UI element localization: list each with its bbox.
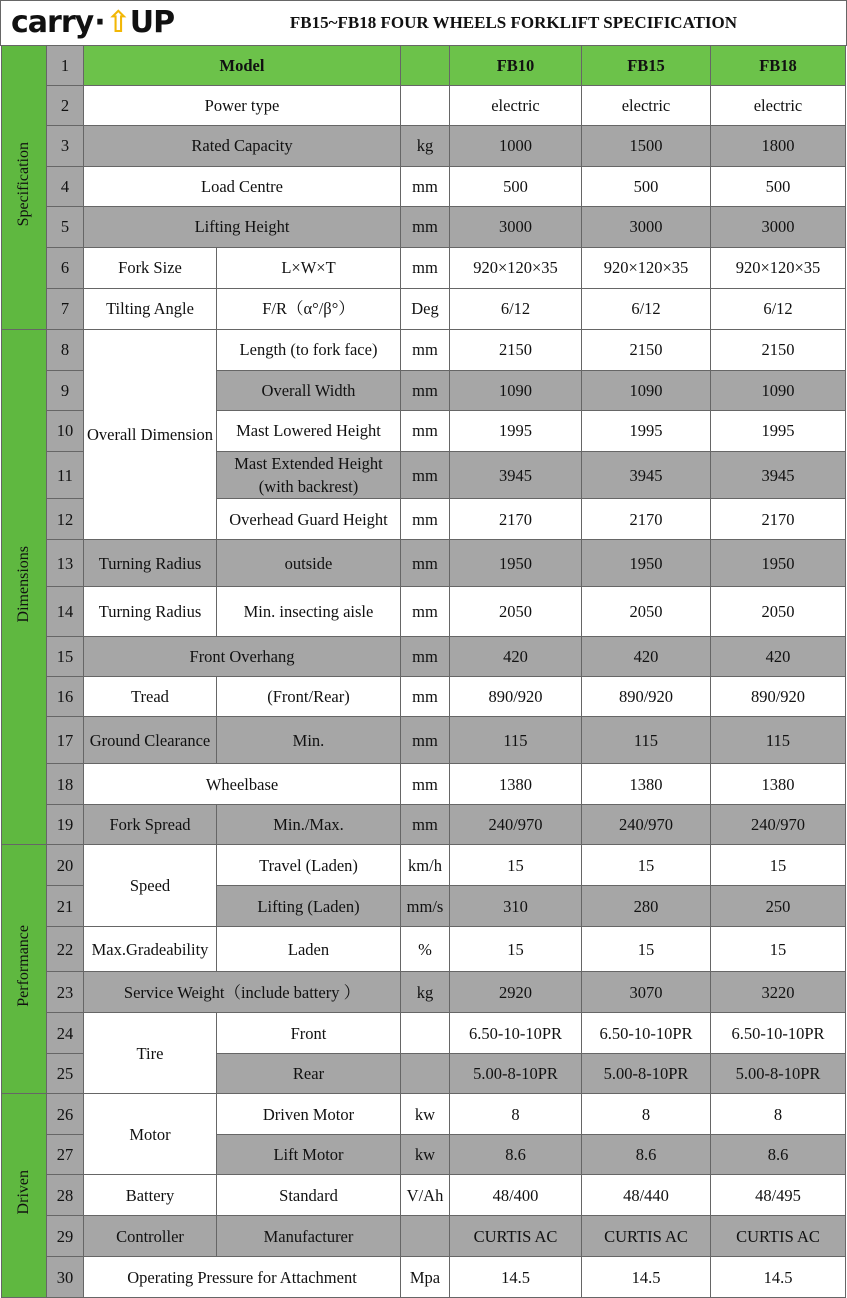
value-fb10: 2920 — [450, 972, 582, 1013]
value-fb18: 1800 — [711, 126, 846, 167]
table-row — [2, 1175, 846, 1216]
unit-cell: mm — [401, 207, 450, 248]
value-fb18: 2050 — [711, 587, 846, 637]
row-number: 5 — [47, 207, 84, 248]
value-fb10: 115 — [450, 717, 582, 764]
section-label-text: Dimensions — [14, 545, 32, 623]
value-fb10: 15 — [450, 927, 582, 972]
value-fb10: 890/920 — [450, 677, 582, 717]
parameter-condition: F/R（α°/β°） — [217, 289, 401, 330]
value-fb15: 2050 — [582, 587, 711, 637]
value-fb10: 1000 — [450, 126, 582, 167]
parameter-condition: Manufacturer — [217, 1216, 401, 1257]
parameter-condition: Overhead Guard Height — [217, 499, 401, 540]
parameter-label: Tilting Angle — [84, 289, 217, 330]
table-row — [2, 289, 846, 330]
value-fb18: 1090 — [711, 371, 846, 411]
row-number: 11 — [47, 452, 84, 499]
parameter-label: Wheelbase — [84, 764, 401, 805]
value-fb18: 48/495 — [711, 1175, 846, 1216]
value-fb15: 1950 — [582, 540, 711, 587]
value-fb15: 8 — [582, 1094, 711, 1135]
value-fb18: 6/12 — [711, 289, 846, 330]
value-fb10: 240/970 — [450, 805, 582, 845]
section-label-text: Driven — [14, 1170, 32, 1215]
unit-cell: mm — [401, 805, 450, 845]
value-fb10: 3945 — [450, 452, 582, 499]
table-row — [2, 1013, 846, 1054]
table-row — [2, 1216, 846, 1257]
value-fb15: 5.00-8-10PR — [582, 1054, 711, 1094]
section-label-performance — [2, 845, 47, 1094]
row-number: 10 — [47, 411, 84, 452]
value-fb10: CURTIS AC — [450, 1216, 582, 1257]
value-fb18: 15 — [711, 927, 846, 972]
unit-cell: km/h — [401, 845, 450, 886]
row-number: 30 — [47, 1257, 84, 1298]
table-row — [2, 46, 846, 86]
row-number: 3 — [47, 126, 84, 167]
row-number: 18 — [47, 764, 84, 805]
table-row — [2, 330, 846, 371]
value-fb15: 890/920 — [582, 677, 711, 717]
value-fb15: 1380 — [582, 764, 711, 805]
value-fb10: 48/400 — [450, 1175, 582, 1216]
table-row — [2, 207, 846, 248]
parameter-label: Turning Radius — [84, 540, 217, 587]
value-fb10: 6.50-10-10PR — [450, 1013, 582, 1054]
value-fb15: 15 — [582, 927, 711, 972]
section-label-specification — [2, 46, 47, 330]
parameter-label: Front Overhang — [84, 637, 401, 677]
unit-cell: mm — [401, 371, 450, 411]
table-row — [2, 248, 846, 289]
spec-table — [1, 45, 846, 1298]
table-row — [2, 764, 846, 805]
parameter-label: Fork Spread — [84, 805, 217, 845]
value-fb18: 920×120×35 — [711, 248, 846, 289]
parameter-label: Power type — [84, 86, 401, 126]
section-label-driven — [2, 1094, 47, 1298]
table-row — [2, 86, 846, 126]
value-fb15: 15 — [582, 845, 711, 886]
parameter-label: Overall Dimension — [84, 330, 217, 540]
unit-cell: Deg — [401, 289, 450, 330]
parameter-condition: Overall Width — [217, 371, 401, 411]
unit-cell: V/Ah — [401, 1175, 450, 1216]
value-fb15: 1995 — [582, 411, 711, 452]
unit-cell: mm — [401, 637, 450, 677]
unit-cell: Mpa — [401, 1257, 450, 1298]
header — [0, 0, 847, 46]
table-row — [2, 972, 846, 1013]
parameter-condition: Mast Extended Height (with backrest) — [217, 452, 401, 499]
parameter-condition: Min./Max. — [217, 805, 401, 845]
unit-cell — [401, 1216, 450, 1257]
parameter-label: Operating Pressure for Attachment — [84, 1257, 401, 1298]
value-fb15: 3070 — [582, 972, 711, 1013]
parameter-label: Max.Gradeability — [84, 927, 217, 972]
value-fb18: 1950 — [711, 540, 846, 587]
value-fb18: 3945 — [711, 452, 846, 499]
parameter-label: Service Weight（include battery ） — [84, 972, 401, 1013]
unit-cell: kg — [401, 972, 450, 1013]
value-fb18: 500 — [711, 167, 846, 207]
parameter-label: Speed — [84, 845, 217, 927]
value-fb18: 890/920 — [711, 677, 846, 717]
value-fb18: 8 — [711, 1094, 846, 1135]
unit-cell — [401, 1054, 450, 1094]
row-number: 20 — [47, 845, 84, 886]
parameter-condition: Mast Lowered Height — [217, 411, 401, 452]
table-row — [2, 1094, 846, 1135]
value-fb18: 2150 — [711, 330, 846, 371]
value-fb18: 8.6 — [711, 1135, 846, 1175]
parameter-condition: outside — [217, 540, 401, 587]
row-number: 28 — [47, 1175, 84, 1216]
parameter-label: Ground Clearance — [84, 717, 217, 764]
value-fb18: 420 — [711, 637, 846, 677]
row-number: 2 — [47, 86, 84, 126]
value-fb18: 240/970 — [711, 805, 846, 845]
value-fb10: 14.5 — [450, 1257, 582, 1298]
value-fb15: 1090 — [582, 371, 711, 411]
unit-cell: mm — [401, 587, 450, 637]
value-fb15: 6/12 — [582, 289, 711, 330]
value-fb18: FB18 — [711, 46, 846, 86]
value-fb15: electric — [582, 86, 711, 126]
parameter-condition: Lifting (Laden) — [217, 886, 401, 927]
table-row — [2, 540, 846, 587]
section-label-text: Performance — [14, 925, 32, 1007]
row-number: 7 — [47, 289, 84, 330]
value-fb18: 3000 — [711, 207, 846, 248]
value-fb10: 8.6 — [450, 1135, 582, 1175]
value-fb10: 3000 — [450, 207, 582, 248]
row-number: 12 — [47, 499, 84, 540]
value-fb10: 1090 — [450, 371, 582, 411]
row-number: 4 — [47, 167, 84, 207]
row-number: 9 — [47, 371, 84, 411]
value-fb15: 48/440 — [582, 1175, 711, 1216]
value-fb10: FB10 — [450, 46, 582, 86]
unit-cell: mm — [401, 540, 450, 587]
table-row — [2, 805, 846, 845]
row-number: 8 — [47, 330, 84, 371]
row-number: 13 — [47, 540, 84, 587]
value-fb18: 3220 — [711, 972, 846, 1013]
value-fb10: electric — [450, 86, 582, 126]
parameter-label: Lifting Height — [84, 207, 401, 248]
table-row — [2, 717, 846, 764]
row-number: 27 — [47, 1135, 84, 1175]
parameter-label: Tread — [84, 677, 217, 717]
parameter-condition: Driven Motor — [217, 1094, 401, 1135]
unit-cell: mm — [401, 452, 450, 499]
value-fb10: 920×120×35 — [450, 248, 582, 289]
value-fb18: 1995 — [711, 411, 846, 452]
unit-cell: mm — [401, 764, 450, 805]
unit-cell — [401, 86, 450, 126]
value-fb15: 3000 — [582, 207, 711, 248]
parameter-condition: Standard — [217, 1175, 401, 1216]
parameter-condition: Front — [217, 1013, 401, 1054]
value-fb15: 6.50-10-10PR — [582, 1013, 711, 1054]
value-fb15: 115 — [582, 717, 711, 764]
table-row — [2, 167, 846, 207]
parameter-label: Motor — [84, 1094, 217, 1175]
parameter-label: Fork Size — [84, 248, 217, 289]
row-number: 22 — [47, 927, 84, 972]
row-number: 26 — [47, 1094, 84, 1135]
value-fb10: 500 — [450, 167, 582, 207]
value-fb15: 920×120×35 — [582, 248, 711, 289]
value-fb18: 15 — [711, 845, 846, 886]
row-number: 15 — [47, 637, 84, 677]
row-number: 6 — [47, 248, 84, 289]
row-number: 23 — [47, 972, 84, 1013]
document-title: FB15~FB18 FOUR WHEELS FORKLIFT SPECIFICATION — [289, 13, 738, 32]
table-row — [2, 1257, 846, 1298]
logo-text-right: UP — [129, 5, 175, 40]
value-fb15: 280 — [582, 886, 711, 927]
value-fb10: 2150 — [450, 330, 582, 371]
value-fb10: 8 — [450, 1094, 582, 1135]
carry-up-logo: carry·⇧UP — [11, 5, 175, 40]
parameter-label: Turning Radius — [84, 587, 217, 637]
value-fb18: 250 — [711, 886, 846, 927]
value-fb15: FB15 — [582, 46, 711, 86]
value-fb10: 2170 — [450, 499, 582, 540]
row-number: 29 — [47, 1216, 84, 1257]
value-fb10: 5.00-8-10PR — [450, 1054, 582, 1094]
unit-cell: kw — [401, 1094, 450, 1135]
value-fb10: 1995 — [450, 411, 582, 452]
value-fb15: CURTIS AC — [582, 1216, 711, 1257]
value-fb18: CURTIS AC — [711, 1216, 846, 1257]
parameter-condition: Length (to fork face) — [217, 330, 401, 371]
value-fb18: 1380 — [711, 764, 846, 805]
value-fb15: 2150 — [582, 330, 711, 371]
unit-cell — [401, 46, 450, 86]
value-fb10: 6/12 — [450, 289, 582, 330]
value-fb10: 310 — [450, 886, 582, 927]
parameter-label: Rated Capacity — [84, 126, 401, 167]
value-fb18: 14.5 — [711, 1257, 846, 1298]
parameter-condition: Travel (Laden) — [217, 845, 401, 886]
parameter-condition: (Front/Rear) — [217, 677, 401, 717]
row-number: 17 — [47, 717, 84, 764]
unit-cell: kg — [401, 126, 450, 167]
value-fb15: 420 — [582, 637, 711, 677]
value-fb10: 15 — [450, 845, 582, 886]
up-arrow-icon: ⇧ — [105, 5, 130, 40]
parameter-label: Battery — [84, 1175, 217, 1216]
parameter-condition: Min. insecting aisle — [217, 587, 401, 637]
parameter-label: Controller — [84, 1216, 217, 1257]
parameter-label: Load Centre — [84, 167, 401, 207]
value-fb18: 115 — [711, 717, 846, 764]
parameter-condition: L×W×T — [217, 248, 401, 289]
unit-cell: mm — [401, 499, 450, 540]
table-row — [2, 677, 846, 717]
unit-cell: mm — [401, 330, 450, 371]
table-row — [2, 126, 846, 167]
table-row — [2, 927, 846, 972]
row-number: 16 — [47, 677, 84, 717]
row-number: 19 — [47, 805, 84, 845]
value-fb15: 2170 — [582, 499, 711, 540]
unit-cell — [401, 1013, 450, 1054]
value-fb15: 1500 — [582, 126, 711, 167]
table-row — [2, 587, 846, 637]
value-fb15: 240/970 — [582, 805, 711, 845]
parameter-label: Model — [84, 46, 401, 86]
table-row — [2, 637, 846, 677]
value-fb15: 500 — [582, 167, 711, 207]
row-number: 25 — [47, 1054, 84, 1094]
value-fb18: 5.00-8-10PR — [711, 1054, 846, 1094]
unit-cell: mm — [401, 167, 450, 207]
value-fb10: 1380 — [450, 764, 582, 805]
value-fb10: 2050 — [450, 587, 582, 637]
parameter-label: Tire — [84, 1013, 217, 1094]
value-fb10: 1950 — [450, 540, 582, 587]
unit-cell: % — [401, 927, 450, 972]
parameter-condition: Lift Motor — [217, 1135, 401, 1175]
row-number: 14 — [47, 587, 84, 637]
parameter-condition: Rear — [217, 1054, 401, 1094]
value-fb18: electric — [711, 86, 846, 126]
value-fb18: 2170 — [711, 499, 846, 540]
unit-cell: mm — [401, 717, 450, 764]
table-row — [2, 845, 846, 886]
parameter-condition: Laden — [217, 927, 401, 972]
row-number: 21 — [47, 886, 84, 927]
value-fb15: 8.6 — [582, 1135, 711, 1175]
value-fb10: 420 — [450, 637, 582, 677]
unit-cell: mm — [401, 677, 450, 717]
parameter-condition: Min. — [217, 717, 401, 764]
value-fb15: 3945 — [582, 452, 711, 499]
unit-cell: kw — [401, 1135, 450, 1175]
section-label-text: Specification — [14, 142, 32, 227]
logo-text-left: carry — [11, 5, 94, 40]
section-label-dimensions — [2, 330, 47, 845]
value-fb15: 14.5 — [582, 1257, 711, 1298]
row-number: 1 — [47, 46, 84, 86]
value-fb18: 6.50-10-10PR — [711, 1013, 846, 1054]
unit-cell: mm — [401, 248, 450, 289]
row-number: 24 — [47, 1013, 84, 1054]
unit-cell: mm — [401, 411, 450, 452]
unit-cell: mm/s — [401, 886, 450, 927]
